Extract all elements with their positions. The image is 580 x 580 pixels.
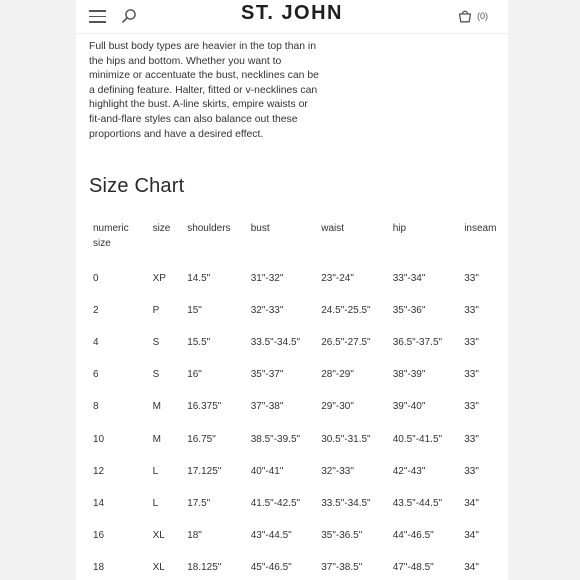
table-cell: 0 xyxy=(93,272,99,284)
table-cell: 17.5" xyxy=(187,497,211,509)
table-cell: 33"-34" xyxy=(392,272,426,284)
table-row xyxy=(93,423,508,455)
table-row xyxy=(93,520,508,552)
brand-logo[interactable]: ST. JOHN xyxy=(240,2,344,24)
column-header: waist xyxy=(321,223,345,234)
table-cell: 45"-46.5" xyxy=(250,562,292,574)
column-header: numeric size xyxy=(93,223,129,249)
table-cell: 16.75" xyxy=(187,433,216,445)
table-cell: 40.5"-41.5" xyxy=(392,433,443,445)
table-cell: L xyxy=(152,465,159,477)
cart-count: (0) xyxy=(477,11,488,21)
table-cell: 33" xyxy=(464,401,479,413)
table-cell: 26.5"-27.5" xyxy=(321,336,371,348)
table-cell: 40"-41" xyxy=(250,465,284,477)
table-cell: 36.5"-37.5" xyxy=(392,336,443,348)
size-chart-body xyxy=(93,262,508,580)
table-cell: 35"-37" xyxy=(250,369,284,381)
table-cell: 44"-46.5" xyxy=(392,530,434,542)
menu-icon[interactable] xyxy=(89,10,106,23)
table-cell: 17.125" xyxy=(187,465,222,477)
table-row xyxy=(93,262,508,294)
table-cell: 18" xyxy=(187,530,202,542)
table-cell: 31"-32" xyxy=(250,272,284,284)
table-row xyxy=(93,552,508,580)
table-cell: 8 xyxy=(93,401,99,413)
table-cell: 35"-36" xyxy=(392,304,426,316)
table-cell: M xyxy=(152,433,161,445)
intro-paragraph: Full bust body types are heavier in the top than in the hips and bottom. Whether you want to minimize or accentuate the bust, necklines can be a defining feature. Halter, fitted or v-necklines can highlight the bust. A-line skirts, empire waists or fit-and-flare styles can also balance out these proportions and have a desired effect. xyxy=(89,41,319,140)
cart-button[interactable] xyxy=(458,7,488,25)
page xyxy=(76,0,508,580)
table-cell: 16 xyxy=(93,530,105,542)
table-cell: 32"-33" xyxy=(250,304,284,316)
column-header: size xyxy=(152,223,171,234)
table-cell: S xyxy=(152,336,160,348)
table-cell: 18 xyxy=(93,562,105,574)
table-row xyxy=(93,294,508,326)
table-cell: S xyxy=(152,369,160,381)
size-chart-title: Size Chart xyxy=(89,175,185,197)
column-header: bust xyxy=(250,223,270,234)
table-cell: 43"-44.5" xyxy=(250,530,292,542)
table-cell: 39"-40" xyxy=(392,401,426,413)
column-header: shoulders xyxy=(187,223,231,234)
table-row xyxy=(93,391,508,423)
table-cell: 43.5"-44.5" xyxy=(392,497,443,509)
table-cell: 16" xyxy=(187,369,202,381)
table-cell: 14 xyxy=(93,497,105,509)
table-cell: 4 xyxy=(93,336,99,348)
table-cell: 33.5"-34.5" xyxy=(250,336,301,348)
table-row xyxy=(93,326,508,358)
table-cell: 33.5"-34.5" xyxy=(321,497,371,509)
table-cell: 47"-48.5" xyxy=(392,562,434,574)
table-cell: 32"-33" xyxy=(321,465,354,477)
table-cell: 35"-36.5" xyxy=(321,530,363,542)
table-cell: 6 xyxy=(93,369,99,381)
table-cell: XL xyxy=(152,562,165,574)
column-header: inseam xyxy=(464,223,497,234)
table-cell: 12 xyxy=(93,465,105,477)
table-cell: 29"-30" xyxy=(321,401,354,413)
search-icon[interactable] xyxy=(121,8,137,24)
table-cell: 10 xyxy=(93,433,105,445)
table-cell: 33" xyxy=(464,272,479,284)
table-cell: 15" xyxy=(187,304,202,316)
table-cell: 34" xyxy=(464,530,479,542)
table-cell: L xyxy=(152,497,159,509)
table-cell: 34" xyxy=(464,497,479,509)
table-cell: 23"-24" xyxy=(321,272,354,284)
table-row xyxy=(93,487,508,519)
table-cell: 16.375" xyxy=(187,401,222,413)
table-cell: 24.5"-25.5" xyxy=(321,304,371,316)
table-cell: P xyxy=(152,304,160,316)
table-cell: 28"-29" xyxy=(321,369,354,381)
table-cell: 41.5"-42.5" xyxy=(250,497,301,509)
table-cell: 33" xyxy=(464,433,479,445)
table-cell: XP xyxy=(152,272,166,284)
table-cell: 33" xyxy=(464,304,479,316)
table-row xyxy=(93,359,508,391)
table-cell: 33" xyxy=(464,336,479,348)
table-cell: 42"-43" xyxy=(392,465,426,477)
shopping-bag-icon xyxy=(458,9,472,23)
table-cell: 15.5" xyxy=(187,336,211,348)
site-header xyxy=(76,0,508,34)
table-cell: 34" xyxy=(464,562,479,574)
table-cell: 37"-38" xyxy=(250,401,284,413)
table-cell: 18.125" xyxy=(187,562,222,574)
column-header: hip xyxy=(392,223,407,234)
table-cell: 38"-39" xyxy=(392,369,426,381)
table-cell: XL xyxy=(152,530,165,542)
table-cell: 38.5"-39.5" xyxy=(250,433,301,445)
table-cell: M xyxy=(152,401,161,413)
table-cell: 33" xyxy=(464,369,479,381)
table-cell: 2 xyxy=(93,304,99,316)
table-cell: 37"-38.5" xyxy=(321,562,363,574)
table-cell: 14.5" xyxy=(187,272,211,284)
size-chart-table xyxy=(93,222,508,580)
table-header-row xyxy=(93,222,508,262)
table-cell: 33" xyxy=(464,465,479,477)
table-row xyxy=(93,455,508,487)
table-cell: 30.5"-31.5" xyxy=(321,433,371,445)
